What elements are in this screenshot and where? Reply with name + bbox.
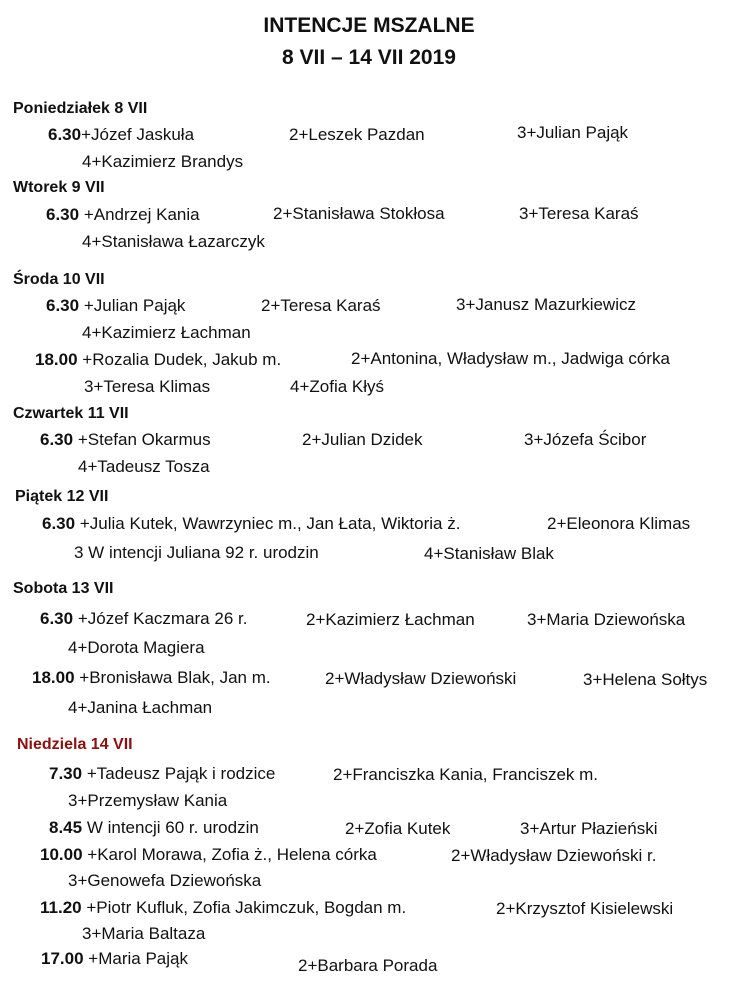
intention: 2+Krzysztof Kisielewski [496, 899, 674, 918]
intention: +Piotr Kufluk, Zofia Jakimczuk, Bogdan m. [86, 898, 407, 917]
intention: 3+Artur Płazieński [520, 819, 658, 838]
mass-time: 8.45 [49, 818, 83, 837]
mass-line [32, 668, 271, 688]
intention: 3+Józefa Ścibor [524, 430, 647, 449]
mass-time: 6.30 [42, 514, 76, 533]
mass-line [41, 949, 188, 969]
day-heading-thursday: Czwartek 11 VII [13, 405, 129, 422]
day-heading-wednesday: Środa 10 VII [13, 271, 105, 288]
intention: +Andrzej Kania [83, 205, 200, 224]
intention: 2+Władysław Dziewoński r. [451, 846, 657, 865]
mass-line [46, 296, 185, 316]
page-title: INTENCJE MSZALNE [263, 14, 475, 37]
intention: 4+Kazimierz Łachman [82, 323, 251, 342]
mass-line [40, 845, 377, 865]
intention: 2+Franciszka Kania, Franciszek m. [333, 765, 599, 784]
intention: 3+Maria Baltaza [82, 924, 206, 943]
day-heading-friday: Piątek 12 VII [15, 488, 109, 505]
mass-line [49, 818, 259, 838]
mass-time: 6.30 [40, 430, 74, 449]
intention: 3+Maria Dziewońska [527, 610, 686, 629]
intention: +Maria Pająk [88, 949, 188, 968]
intention: 3+Przemysław Kania [68, 791, 228, 810]
mass-time: 7.30 [49, 764, 83, 783]
day-heading-sunday: Niedziela 14 VII [17, 736, 133, 753]
intention: 2+Władysław Dziewoński [325, 669, 517, 688]
intention: 4+Zofia Kłyś [290, 377, 385, 396]
intention: 2+Antonina, Władysław m., Jadwiga córka [351, 349, 670, 368]
intention: 3+Helena Sołtys [583, 670, 708, 689]
mass-line [40, 898, 406, 918]
intention: +Bronisława Blak, Jan m. [79, 668, 271, 687]
intention: 3+Janusz Mazurkiewicz [456, 295, 636, 314]
intention: 3+Genowefa Dziewońska [68, 871, 262, 890]
intention: 2+Stanisława Stokłosa [273, 204, 445, 223]
mass-line [40, 609, 247, 629]
intention: +Stefan Okarmus [77, 430, 211, 449]
intention: +Tadeusz Pająk i rodzice [86, 764, 276, 783]
intention: 3+Teresa Karaś [519, 204, 639, 223]
mass-time: 11.20 [40, 898, 82, 917]
mass-line [42, 514, 460, 534]
intention: 4+Tadeusz Tosza [78, 457, 210, 476]
mass-line [40, 430, 211, 450]
intention: 2+Kazimierz Łachman [306, 610, 475, 629]
mass-time: 6.30 [48, 125, 82, 144]
mass-time: 6.30 [46, 205, 80, 224]
mass-time: 6.30 [46, 296, 80, 315]
intention: 2+Julian Dzidek [302, 430, 423, 449]
intention: 4+Dorota Magiera [68, 638, 205, 657]
mass-line [35, 350, 281, 370]
mass-time: 6.30 [40, 609, 74, 628]
mass-line [49, 764, 275, 784]
intention: W intencji 60 r. urodzin [86, 818, 259, 837]
intention: 3 W intencji Juliana 92 r. urodzin [74, 543, 319, 562]
intention: 4+Kazimierz Brandys [82, 152, 244, 171]
intention: +Julian Pająk [83, 296, 186, 315]
mass-line [48, 125, 194, 145]
intention: 4+Stanisław Blak [424, 544, 554, 563]
intention: 3+Teresa Klimas [84, 377, 211, 396]
day-heading-saturday: Sobota 13 VII [13, 580, 114, 597]
intention: +Józef Jaskuła [81, 125, 195, 144]
intention: 2+Barbara Porada [298, 956, 438, 975]
mass-time: 17.00 [41, 949, 84, 968]
intention: 4+Stanisława Łazarczyk [82, 232, 265, 251]
intention: +Rozalia Dudek, Jakub m. [82, 350, 282, 369]
mass-time: 18.00 [35, 350, 78, 369]
intention: 4+Janina Łachman [68, 698, 213, 717]
intention: 2+Eleonora Klimas [547, 514, 691, 533]
mass-line [46, 205, 200, 225]
mass-time: 10.00 [40, 845, 83, 864]
intention: 2+Teresa Karaś [261, 296, 381, 315]
date-range: 8 VII – 14 VII 2019 [282, 46, 456, 69]
intention: 3+Julian Pająk [517, 123, 629, 142]
intention: 2+Leszek Pazdan [289, 125, 425, 144]
intention: 2+Zofia Kutek [345, 819, 451, 838]
intention: +Karol Morawa, Zofia ż., Helena córka [87, 845, 377, 864]
day-heading-tuesday: Wtorek 9 VII [13, 179, 105, 196]
mass-time: 18.00 [32, 668, 75, 687]
intention: +Józef Kaczmara 26 r. [77, 609, 248, 628]
intention: +Julia Kutek, Wawrzyniec m., Jan Łata, Wiktoria ż. [79, 514, 461, 533]
day-heading-monday: Poniedziałek 8 VII [13, 100, 148, 117]
